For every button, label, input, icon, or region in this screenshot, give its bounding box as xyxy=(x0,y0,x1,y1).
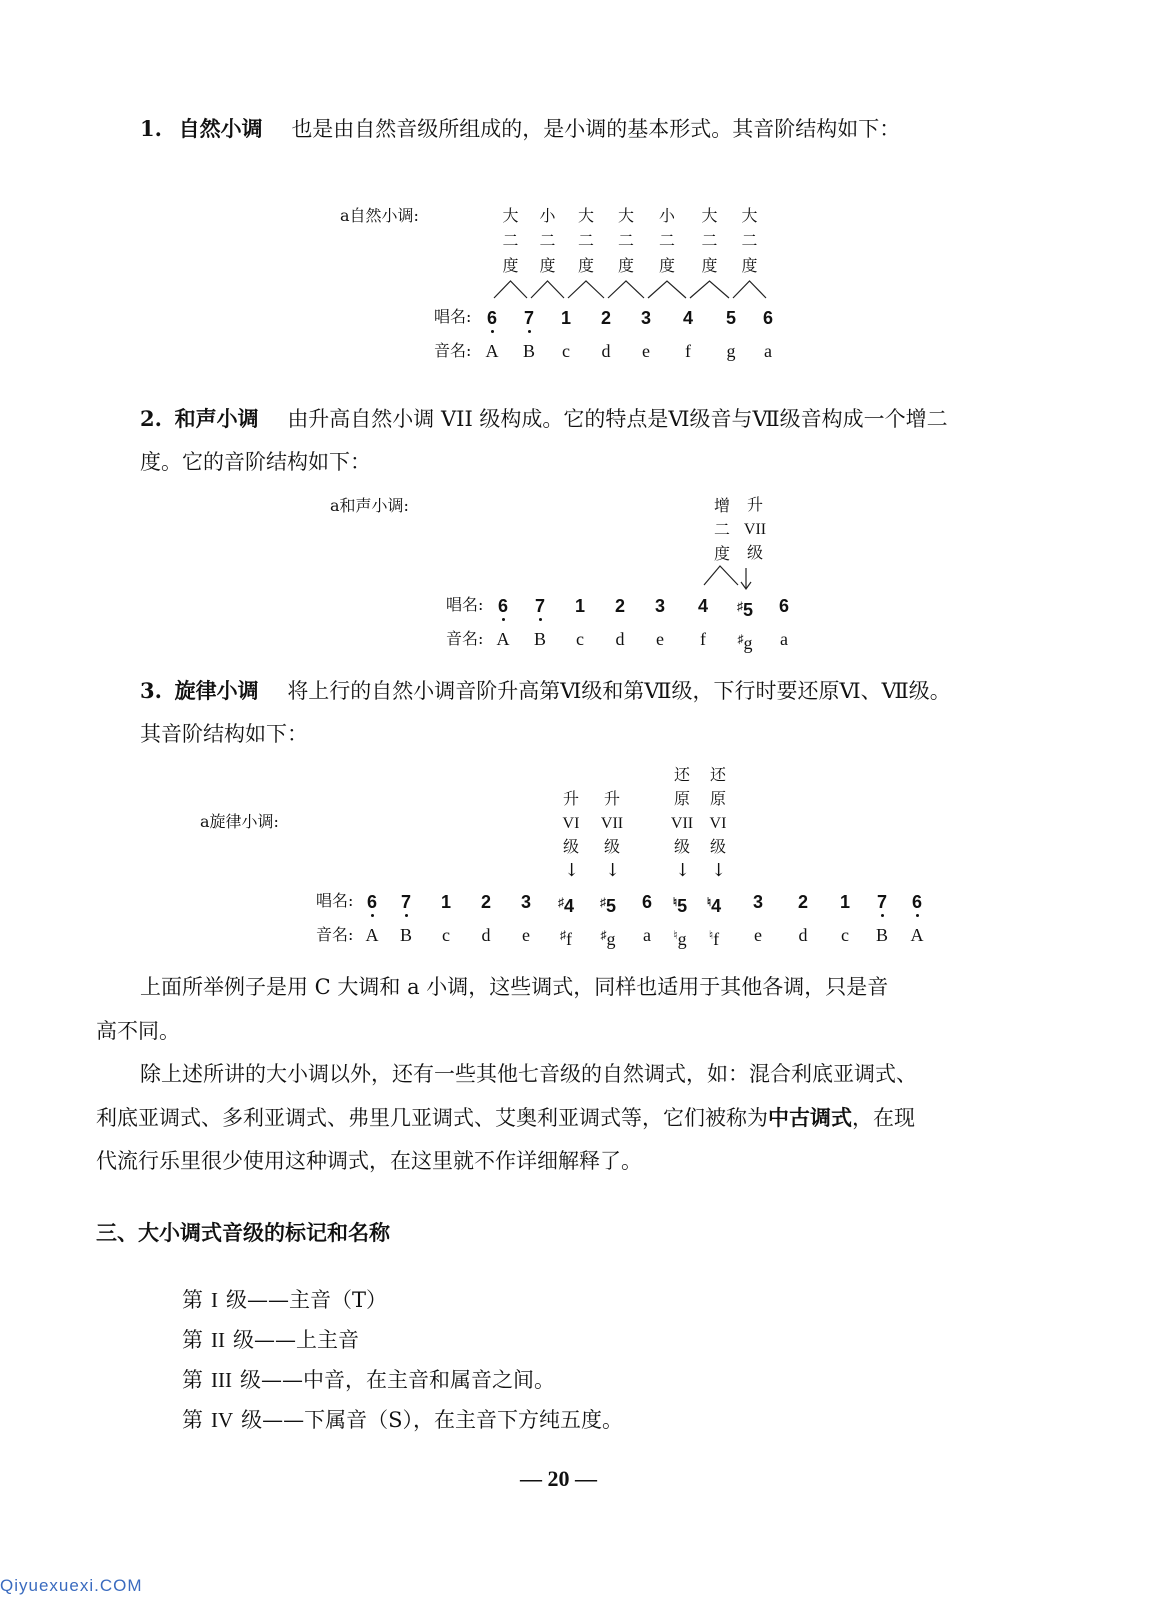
diagram1-interval-char: 度 xyxy=(658,256,675,275)
diagram3-solfege-note: 6 xyxy=(641,892,652,912)
section2-heading xyxy=(140,408,948,430)
degree-roman: II xyxy=(211,1328,225,1352)
diagram3-solfege-note: 2 xyxy=(797,892,808,912)
diagram1-solfege-note: 7 xyxy=(516,309,542,327)
diagram3-mark-char: 还 xyxy=(709,767,726,784)
section3-body-line2: 其音阶结构如下： xyxy=(140,722,308,746)
diagram1-solfege-note: 1 xyxy=(560,308,571,328)
diagram3-note-name: ♯g xyxy=(600,928,616,949)
diagram1-interval-char: 小 xyxy=(539,206,556,225)
diagram1-solfege-label: 唱名: xyxy=(434,307,472,326)
section3-title: 旋律小调 xyxy=(174,678,259,703)
diagram3-note-name: B xyxy=(399,925,412,945)
section2-title: 和声小调 xyxy=(174,406,259,431)
diagram3-note-label: 音名: xyxy=(316,925,354,944)
diagram3-solfege-label: 唱名: xyxy=(316,891,354,910)
diagram1-interval-char: 度 xyxy=(539,256,556,275)
diagram1-interval-char: 二 xyxy=(741,231,758,250)
diagram3-mark-char: 级 xyxy=(562,839,579,856)
diagram1-note-name: c xyxy=(562,341,570,361)
diagram2-note-name: a xyxy=(780,629,788,649)
diagram2-note-name: c xyxy=(576,629,584,649)
para-a-line1: 上面所举例子是用 C 大调和 a 小调，这些调式，同样也适用于其他各调，只是音 xyxy=(140,975,889,999)
diagram3-note-name: ♮g xyxy=(673,928,687,949)
diagram1-interval-arc xyxy=(648,281,686,298)
degree-description: 级——中音，在主音和属音之间。 xyxy=(239,1368,555,1392)
diagram1-solfege-note: 4 xyxy=(682,308,693,328)
diagram3-note-name: ♯f xyxy=(560,928,572,949)
diagram3-solfege-note: 2 xyxy=(480,892,491,912)
section3-heading xyxy=(140,680,951,702)
diagram2-label: a和声小调: xyxy=(330,496,409,515)
para-a-line2: 高不同。 xyxy=(96,1019,180,1043)
diagram1-interval-arc xyxy=(568,281,604,298)
degree-description: 级——下属音（S），在主音下方纯五度。 xyxy=(241,1408,624,1432)
diagram3-solfege-note: 1 xyxy=(839,892,850,912)
diagram2-interval-arc xyxy=(704,566,738,585)
section-heading-scale-degrees: 三、大小调式音级的标记和名称 xyxy=(96,1220,390,1245)
diagram3-note-name: a xyxy=(643,925,651,945)
para-b-line2-text: 利底亚调式、多利亚调式、弗里几亚调式、艾奥利亚调式等，它们被称为 xyxy=(96,1106,768,1130)
diagram3-solfege-note: 7 xyxy=(393,893,419,911)
section1-title: 自然小调 xyxy=(178,116,263,141)
diagram2-arc xyxy=(0,0,1,1)
diagram3-mark-char: 级 xyxy=(709,839,726,856)
diagram1-solfege-note: 3 xyxy=(640,308,651,328)
diagram1-interval-char: 度 xyxy=(617,256,634,275)
section2-body-line1: 由升高自然小调 VII 级构成。它的特点是Ⅵ级音与Ⅶ级音构成一个增二 xyxy=(287,407,948,431)
degree-item xyxy=(182,1330,359,1351)
degree-roman: IV xyxy=(211,1408,234,1432)
diagram2-solfege-note: 6 xyxy=(778,596,789,616)
diagram1-interval-char: 二 xyxy=(658,231,675,250)
diagram3-mark-char: 级 xyxy=(603,839,620,856)
diagram1-solfege-note: 2 xyxy=(600,308,611,328)
arrow-down-icon: ↓ xyxy=(605,860,621,881)
diagram1-interval-char: 二 xyxy=(502,231,519,250)
diagram1-interval-char: 度 xyxy=(701,256,718,275)
diagram2-solfege-note: 3 xyxy=(654,596,665,616)
diagram2-solfege-note: 7 xyxy=(527,597,553,615)
diagram2-note-name: A xyxy=(496,629,510,649)
diagram1-note-name: A xyxy=(485,341,499,361)
degree-item xyxy=(182,1410,623,1431)
diagram3-mark-char: VII xyxy=(600,815,624,832)
diagram3-label: a旋律小调: xyxy=(200,812,279,831)
diagram1-interval-char: 大 xyxy=(502,206,519,225)
arrow-down-icon: ↓ xyxy=(675,860,691,881)
para-b-emphasis: 中古调式 xyxy=(768,1105,852,1130)
diagram3-note-name: B xyxy=(875,925,888,945)
diagram3-solfege-note: ♯5 xyxy=(599,895,616,916)
diagram3-note-name: A xyxy=(365,925,379,945)
diagram3-note-name: d xyxy=(481,925,491,945)
diagram1-interval-arc xyxy=(733,281,766,298)
diagram1-note-name: a xyxy=(764,341,772,361)
diagram2-raise-char: VII xyxy=(743,521,767,538)
diagram1-interval-char: 度 xyxy=(502,256,519,275)
diagram3-note-name: ♮f xyxy=(708,928,720,949)
diagram3-solfege-note: 6 xyxy=(359,893,385,911)
diagram2-solfege-note: 2 xyxy=(614,596,625,616)
diagram3-mark-char: VI xyxy=(709,815,727,832)
diagram3-note-name: d xyxy=(798,925,808,945)
diagram3-solfege-note: 3 xyxy=(520,892,531,912)
diagram3-mark-char: 级 xyxy=(673,839,690,856)
diagram1-interval-char: 二 xyxy=(617,231,634,250)
section1-body: 也是由自然音级所组成的，是小调的基本形式。其音阶结构如下： xyxy=(291,117,901,141)
diagram1-interval-char: 大 xyxy=(577,206,594,225)
diagram3-note-name: c xyxy=(841,925,849,945)
diagram2-note-name: B xyxy=(533,629,546,649)
diagram2-solfege-note: 1 xyxy=(574,596,585,616)
arrow-down-icon: ↓ xyxy=(711,860,727,881)
diagram3-note-name: c xyxy=(442,925,450,945)
diagram1-interval-char: 度 xyxy=(577,256,594,275)
diagram1-interval-arc xyxy=(690,281,729,298)
diagram3-mark-char: 原 xyxy=(709,791,726,808)
diagram2-solfege-note: 6 xyxy=(490,597,516,615)
degree-item xyxy=(182,1370,555,1391)
diagram1-note-name: e xyxy=(642,341,650,361)
arrow-down-icon: ↓ xyxy=(564,860,580,881)
diagram3-note-name: e xyxy=(754,925,762,945)
section2-number: 2. xyxy=(140,406,162,431)
diagram3-solfege-note: 3 xyxy=(752,892,763,912)
diagram2-note-label: 音名: xyxy=(446,629,484,648)
degree-prefix: 第 xyxy=(182,1408,203,1432)
para-b-line3: 代流行乐里很少使用这种调式，在这里就不作详细解释了。 xyxy=(96,1149,642,1173)
diagram3-mark-char: 升 xyxy=(562,791,579,808)
diagram3-solfege-note: 1 xyxy=(440,892,451,912)
diagram1-note-name: d xyxy=(601,341,611,361)
diagram1-note-name: g xyxy=(726,341,736,361)
diagram1-note-label: 音名: xyxy=(434,341,472,360)
diagram3-mark-char: VII xyxy=(670,815,694,832)
diagram1-interval-char: 二 xyxy=(539,231,556,250)
diagram2-note-name: d xyxy=(615,629,625,649)
section2-body-line2: 度。它的音阶结构如下： xyxy=(140,450,371,474)
diagram3-mark-char: VI xyxy=(562,815,580,832)
diagram2-interval-char: 二 xyxy=(713,520,730,539)
diagram3-mark-char: 升 xyxy=(603,791,620,808)
diagram2-interval-char: 增 xyxy=(713,496,730,515)
degree-prefix: 第 xyxy=(182,1328,203,1352)
diagram2-solfege-label: 唱名: xyxy=(446,595,484,614)
diagram1-interval-char: 小 xyxy=(658,206,675,225)
section1-number: 1. xyxy=(140,116,162,141)
diagram2-raise-char: 升 xyxy=(746,497,763,514)
section1-heading xyxy=(140,118,900,140)
section3-body-line1: 将上行的自然小调音阶升高第Ⅵ级和第Ⅶ级，下行时要还原Ⅵ、Ⅶ级。 xyxy=(287,679,951,703)
para-b-line1: 除上述所讲的大小调以外，还有一些其他七音级的自然调式，如：混合利底亚调式、 xyxy=(140,1062,917,1086)
section3-number: 3. xyxy=(140,678,162,703)
diagram2-note-name: f xyxy=(700,629,706,649)
diagram3-solfege-note: 6 xyxy=(904,893,930,911)
diagram3-solfege-note: 7 xyxy=(869,893,895,911)
page-number: — 20 — xyxy=(520,1466,597,1491)
watermark-logo: Qiyuexuexi.COM xyxy=(0,1576,143,1595)
diagram1-interval-char: 大 xyxy=(741,206,758,225)
diagram3-note-name: e xyxy=(522,925,530,945)
diagram1-interval-arc xyxy=(494,281,527,298)
diagram1-solfege-note: 6 xyxy=(762,308,773,328)
diagram1-interval-arc xyxy=(531,281,564,298)
diagram3-mark-char: 原 xyxy=(673,791,690,808)
diagram2-solfege-note: ♯5 xyxy=(736,599,753,620)
diagram2-interval-char: 度 xyxy=(713,544,730,563)
diagram1-interval-char: 二 xyxy=(701,231,718,250)
diagram3-mark-char: 还 xyxy=(673,767,690,784)
para-b-line2-end: ，在现 xyxy=(852,1106,915,1130)
degree-description: 级——上主音 xyxy=(233,1328,359,1352)
diagram2-solfege-note: 4 xyxy=(697,596,708,616)
diagram3-solfege-note: ♯4 xyxy=(557,895,574,916)
diagram1-interval-char: 二 xyxy=(577,231,594,250)
degree-roman: I xyxy=(211,1288,218,1312)
diagram3-note-name: A xyxy=(910,925,924,945)
para-b-line2 xyxy=(96,1107,915,1129)
diagram1-interval-char: 大 xyxy=(617,206,634,225)
diagram2-note-name: ♯g xyxy=(737,632,753,653)
diagram3-solfege-note: ♮5 xyxy=(672,895,688,916)
diagram1-solfege-note: 5 xyxy=(725,308,736,328)
diagram1-interval-char: 度 xyxy=(741,256,758,275)
diagram1-label: a自然小调: xyxy=(340,206,419,225)
degree-description: 级——主音（T） xyxy=(226,1288,388,1312)
degree-item xyxy=(182,1290,387,1311)
diagram1-interval-arc xyxy=(608,281,644,298)
diagram1-note-name: f xyxy=(685,341,691,361)
degree-roman: III xyxy=(211,1368,232,1392)
diagram2-note-name: e xyxy=(656,629,664,649)
degree-prefix: 第 xyxy=(182,1288,203,1312)
diagram1-solfege-note: 6 xyxy=(479,309,505,327)
diagram3-solfege-note: ♮4 xyxy=(706,895,722,916)
diagram2-raise-char: 级 xyxy=(746,545,763,562)
diagram1-note-name: B xyxy=(522,341,535,361)
degree-prefix: 第 xyxy=(182,1368,203,1392)
diagram1-interval-char: 大 xyxy=(701,206,718,225)
